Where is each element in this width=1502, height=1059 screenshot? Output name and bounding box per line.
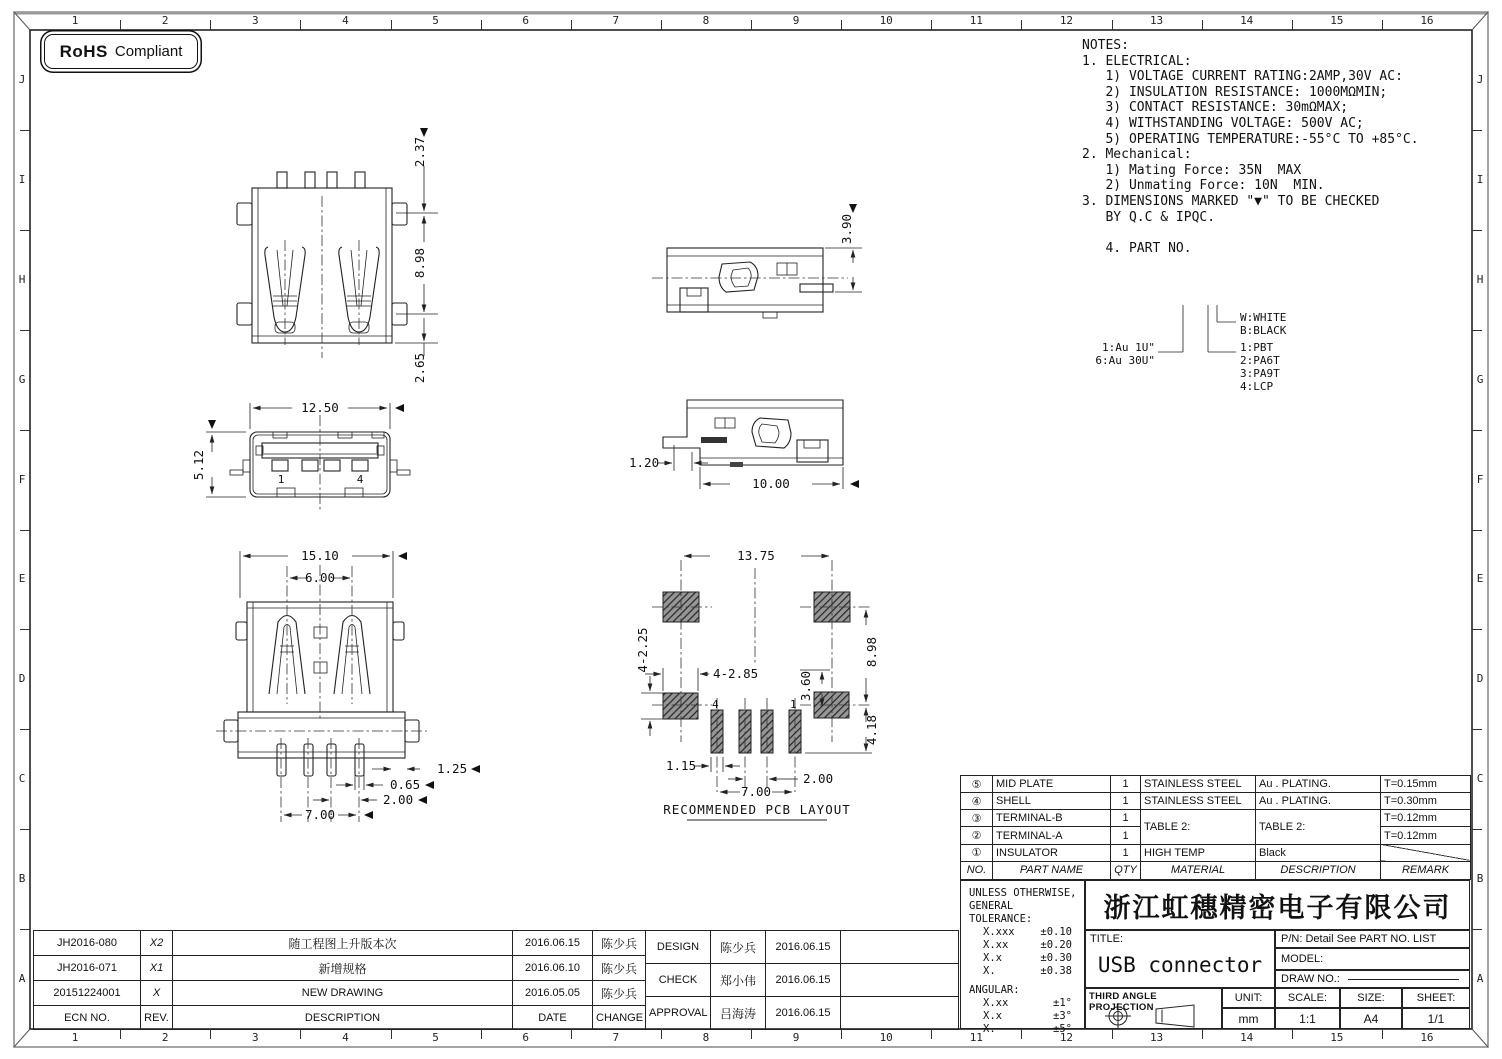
approval-role: DESIGN	[646, 931, 711, 964]
border-tick	[1472, 729, 1482, 730]
note-line: 4) WITHSTANDING VOLTAGE: 500V AC;	[1082, 115, 1364, 131]
parts-header: NO.	[961, 861, 993, 879]
border-tick	[931, 1029, 932, 1039]
part-remark: T=0.15mm	[1381, 776, 1471, 793]
spring-contact	[339, 240, 379, 345]
rev-date: 2016.06.15	[513, 931, 593, 956]
tol-val: ±0.38	[1040, 965, 1072, 977]
border-col-label: 11	[969, 14, 983, 27]
note-line: 4. PART NO.	[1082, 240, 1192, 256]
tolerance-line2: GENERAL TOLERANCE:	[969, 900, 1033, 925]
note-line: 5) OPERATING TEMPERATURE:-55°C TO +85°C.	[1082, 131, 1419, 147]
note-line: 2) INSULATION RESISTANCE: 1000MΩMIN;	[1082, 84, 1388, 100]
rev: X2	[141, 931, 173, 956]
pin-label: 4	[712, 698, 719, 711]
approval-date: 2016.06.15	[766, 997, 841, 1030]
tol-val: ±3°	[1053, 1010, 1072, 1022]
note-line: 3) CONTACT RESISTANCE: 30mΩMAX;	[1082, 100, 1349, 116]
note-line: 2. Mechanical:	[1082, 147, 1192, 163]
border-col-label: 9	[792, 1031, 800, 1044]
part-name: INSULATOR	[993, 844, 1111, 861]
border-row-label: C	[18, 772, 26, 786]
approval-blank	[841, 931, 959, 964]
border-tick	[1472, 829, 1482, 830]
tol-key: X.xx	[983, 997, 1009, 1009]
spring-arm	[334, 566, 370, 704]
view-front	[191, 400, 410, 512]
part-name: TERMINAL-B	[993, 810, 1111, 827]
approval-role: CHECK	[646, 964, 711, 997]
rev-date: 2016.06.10	[513, 956, 593, 981]
border-col-label: 14	[1240, 14, 1254, 27]
scale-label: SCALE:	[1275, 988, 1340, 1008]
dim-label: 12.50	[301, 400, 339, 415]
border-tick	[1021, 20, 1022, 30]
tol-key: X.	[983, 965, 996, 977]
tol-key: X.	[983, 1023, 996, 1035]
parts-table	[960, 775, 1471, 880]
border-col-label: 10	[879, 14, 893, 27]
border-row-label: E	[18, 572, 26, 586]
border-tick	[20, 430, 30, 431]
border-tick	[1382, 20, 1383, 30]
border-row-label: A	[1476, 972, 1484, 986]
border-col-label: 8	[702, 14, 710, 27]
border-tick	[391, 20, 392, 30]
view-pcb-layout	[635, 548, 879, 820]
tolerance-line1: UNLESS OTHERWISE,	[969, 887, 1077, 899]
dim-label: 13.75	[737, 548, 775, 563]
note-line: 1) VOLTAGE CURRENT RATING:2AMP,30V AC:	[1082, 69, 1403, 85]
part-material: HIGH TEMP	[1141, 844, 1256, 861]
pin-label: 1	[790, 698, 797, 711]
border-row-label: H	[1476, 272, 1484, 286]
border-tick	[20, 629, 30, 630]
border-row-label: C	[1476, 772, 1484, 786]
approval-date: 2016.06.15	[766, 964, 841, 997]
border-tick	[1472, 430, 1482, 431]
rev-change: 陈少兵	[593, 931, 646, 956]
dim-label: 15.10	[301, 548, 339, 563]
legend-line: W:WHITE	[1240, 311, 1287, 324]
legend-line: 1:Au 1U"	[1102, 341, 1155, 354]
note-line: BY Q.C & IPQC.	[1082, 209, 1216, 225]
border-tick	[751, 1029, 752, 1039]
border-tick	[661, 1029, 662, 1039]
border-col-label: 8	[702, 1031, 710, 1044]
part-qty: 1	[1111, 827, 1141, 844]
border-col-label: 4	[342, 1031, 349, 1044]
size-label: SIZE:	[1340, 988, 1402, 1008]
legend-line: 2:PA6T	[1240, 354, 1280, 367]
border-col-label: 1	[71, 1031, 79, 1044]
drawing-title: USB connector	[1097, 953, 1263, 977]
border-col-label: 4	[342, 14, 349, 27]
size-value: A4	[1340, 1008, 1402, 1029]
border-col-label: 7	[612, 1031, 620, 1044]
border-col-label: 9	[792, 14, 800, 27]
border-row-label: D	[1476, 672, 1484, 686]
part-qty: 1	[1111, 810, 1141, 827]
tol-key: X.xx	[983, 939, 1009, 951]
pin-label: 1	[277, 473, 285, 486]
parts-header: QTY	[1111, 861, 1141, 879]
border-tick	[1472, 330, 1482, 331]
note-line: 3. DIMENSIONS MARKED "▼" TO BE CHECKED	[1082, 193, 1380, 209]
tol-key: X.x	[983, 1010, 1002, 1022]
parts-header: PART NAME	[993, 861, 1111, 879]
dim-label: 0.65	[390, 777, 421, 792]
note-line: 2) Unmating Force: 10N MIN.	[1082, 178, 1325, 194]
projection-label: THIRD ANGLE PROJECTION	[1089, 991, 1157, 1013]
rev-change: 陈少兵	[593, 956, 646, 981]
rev: X	[141, 981, 173, 1006]
view-bottom	[216, 548, 480, 822]
dim-label: 2.00	[803, 771, 834, 786]
border-tick	[1112, 1029, 1113, 1039]
border-tick	[210, 1029, 211, 1039]
border-col-label: 2	[161, 1031, 169, 1044]
border-row-label: F	[18, 472, 26, 486]
title-label: TITLE:	[1090, 933, 1124, 945]
border-tick	[20, 729, 30, 730]
revision-table	[33, 930, 646, 1030]
border-col-label: 16	[1420, 1031, 1434, 1044]
rev-description: 随工程图上升版本次	[173, 931, 513, 956]
part-remark: T=0.12mm	[1381, 827, 1471, 844]
part-name: TERMINAL-A	[993, 827, 1111, 844]
unit-value: mm	[1222, 1008, 1275, 1029]
legend-line: 3:PA9T	[1240, 367, 1280, 380]
part-description: Black	[1256, 844, 1381, 861]
rohs-bold-text: RoHS	[59, 41, 108, 61]
border-tick	[1292, 1029, 1293, 1039]
border-tick	[300, 1029, 301, 1039]
dim-label: 8.98	[864, 636, 879, 668]
pin-label: 4	[356, 473, 364, 486]
drawno-cell	[1275, 970, 1470, 988]
rev-date: 2016.05.05	[513, 981, 593, 1006]
part-remark: T=0.12mm	[1381, 810, 1471, 827]
tol-val: ±5°	[1053, 1023, 1072, 1035]
part-qty: 1	[1111, 844, 1141, 861]
border-tick	[661, 20, 662, 30]
rev-header: DATE	[513, 1006, 593, 1030]
view-side2	[629, 400, 859, 491]
dim-label: 6.00	[304, 570, 336, 585]
rohs-rest-text: Compliant	[114, 43, 183, 60]
border-col-label: 13	[1149, 14, 1164, 27]
tol-val: ±0.30	[1040, 952, 1072, 964]
rev-header: DESCRIPTION	[173, 1006, 513, 1030]
border-tick	[841, 1029, 842, 1039]
note-line: 1) Mating Force: 35N MAX	[1082, 162, 1302, 178]
border-row-label: E	[1476, 572, 1484, 586]
dim-label: 3.90	[839, 213, 854, 245]
part-remark-slash	[1381, 844, 1471, 861]
border-row-label: B	[18, 872, 26, 886]
dim-label: 1.20	[629, 455, 660, 470]
view-side1	[652, 204, 862, 318]
ecn-no: JH2016-071	[34, 956, 141, 981]
parts-header: MATERIAL	[1141, 861, 1256, 879]
approval-name: 郑小伟	[711, 964, 766, 997]
border-col-label: 6	[522, 1031, 529, 1044]
approval-role: APPROVAL	[646, 997, 711, 1030]
ecn-no: JH2016-080	[34, 931, 141, 956]
border-col-label: 12	[1059, 1031, 1074, 1044]
company-name: 浙江虹穗精密电子有限公司	[1085, 880, 1470, 930]
scale-value: 1:1	[1275, 1008, 1340, 1029]
rev-description: 新增规格	[173, 956, 513, 981]
border-row-label: G	[1476, 372, 1484, 386]
note-line: NOTES:	[1082, 38, 1129, 53]
border-tick	[20, 530, 30, 531]
dim-label: 4.18	[864, 714, 879, 746]
border-row-label: B	[1476, 872, 1484, 886]
part-name: MID PLATE	[993, 776, 1111, 793]
legend-line: 6:Au 30U"	[1095, 354, 1155, 367]
part-material: TABLE 2:	[1141, 810, 1256, 844]
tol-val: ±0.10	[1040, 926, 1072, 938]
dim-label: 4-2.85	[713, 666, 759, 681]
rev: X1	[141, 956, 173, 981]
dim-label: 2.00	[383, 792, 414, 807]
parts-header: REMARK	[1381, 861, 1471, 879]
part-description: Au . PLATING.	[1256, 776, 1381, 793]
border-row-label: G	[18, 372, 26, 386]
part-no: ①	[961, 844, 993, 861]
border-row-label: A	[18, 972, 26, 986]
dim-label: 2.65	[412, 352, 427, 384]
border-tick	[1202, 20, 1203, 30]
angular-label: ANGULAR:	[969, 984, 1020, 996]
border-col-label: 15	[1330, 1031, 1344, 1044]
part-qty: 1	[1111, 776, 1141, 793]
border-col-label: 5	[432, 1031, 439, 1044]
dim-label: 1.25	[437, 761, 468, 776]
border-col-label: 5	[432, 14, 439, 27]
dim-label: 4-2.25	[635, 627, 650, 673]
border-tick	[1472, 130, 1482, 131]
border-row-label: D	[18, 672, 26, 686]
approval-blank	[841, 964, 959, 997]
model-cell: MODEL:	[1275, 948, 1470, 970]
border-col-label: 14	[1240, 1031, 1254, 1044]
border-tick	[931, 20, 932, 30]
border-tick	[1112, 20, 1113, 30]
approval-blank	[841, 997, 959, 1030]
border-tick	[20, 829, 30, 830]
part-description: TABLE 2:	[1256, 810, 1381, 844]
note-line: 1. ELECTRICAL:	[1082, 53, 1192, 69]
border-tick	[1292, 20, 1293, 30]
border-col-label: 7	[612, 14, 620, 27]
border-tick	[1472, 230, 1482, 231]
legend-line: 1:PBT	[1240, 341, 1274, 354]
pn-cell: P/N: Detail See PART NO. LIST	[1275, 930, 1470, 948]
dim-label: 3.60	[798, 670, 813, 702]
approval-date: 2016.06.15	[766, 931, 841, 964]
approval-table	[645, 930, 959, 1030]
border-row-label: I	[1476, 172, 1484, 186]
sheet-label: SHEET:	[1402, 988, 1470, 1008]
part-material: STAINLESS STEEL	[1141, 776, 1256, 793]
part-no: ⑤	[961, 776, 993, 793]
rev-header: CHANGE	[593, 1006, 646, 1030]
title-cell	[1085, 930, 1275, 988]
dim-label: 5.12	[191, 449, 206, 481]
partno-leaders	[1158, 305, 1236, 352]
approval-name: 陈少兵	[711, 931, 766, 964]
border-tick	[751, 20, 752, 30]
part-no: ④	[961, 793, 993, 810]
rev-header: ECN NO.	[34, 1006, 141, 1030]
border-tick	[300, 20, 301, 30]
border-col-label: 16	[1420, 14, 1434, 27]
border-col-label: 6	[522, 14, 529, 27]
border-tick	[1472, 530, 1482, 531]
drawno-label: DRAW NO.:	[1281, 973, 1340, 985]
legend-line: B:BLACK	[1240, 324, 1287, 337]
border-tick	[571, 20, 572, 30]
border-col-label: 1	[71, 14, 79, 27]
dim-label: 2.37	[412, 136, 427, 168]
approval-name: 吕海涛	[711, 997, 766, 1030]
border-row-label: I	[18, 172, 26, 186]
border-tick	[120, 1029, 121, 1039]
tol-val: ±0.20	[1040, 939, 1072, 951]
border-tick	[391, 1029, 392, 1039]
rev-header: REV.	[141, 1006, 173, 1030]
drawno-blank-line	[1348, 979, 1459, 980]
rev-description: NEW DRAWING	[173, 981, 513, 1006]
border-tick	[481, 1029, 482, 1039]
border-tick	[210, 20, 211, 30]
border-tick	[1202, 1029, 1203, 1039]
border-col-label: 2	[161, 14, 169, 27]
part-description: Au . PLATING.	[1256, 793, 1381, 810]
view-top	[237, 128, 438, 383]
border-row-label: F	[1476, 472, 1484, 486]
border-col-label: 15	[1330, 14, 1344, 27]
border-tick	[20, 130, 30, 131]
border-col-label: 11	[969, 1031, 983, 1044]
part-material: STAINLESS STEEL	[1141, 793, 1256, 810]
dim-label: 1.15	[666, 758, 697, 773]
border-col-label: 3	[252, 1031, 259, 1044]
part-no: ③	[961, 810, 993, 827]
border-tick	[20, 330, 30, 331]
border-tick	[1472, 629, 1482, 630]
rev-change: 陈少兵	[593, 981, 646, 1006]
dim-label: 8.98	[412, 247, 427, 279]
border-tick	[20, 929, 30, 930]
part-no: ②	[961, 827, 993, 844]
border-tick	[841, 20, 842, 30]
border-tick	[571, 1029, 572, 1039]
border-col-label: 10	[879, 1031, 893, 1044]
third-angle-projection-symbol	[1086, 1003, 1221, 1029]
projection-cell	[1085, 988, 1222, 1029]
legend-line: 4:LCP	[1240, 380, 1274, 393]
border-row-label: J	[18, 72, 26, 86]
dim-label: 7.00	[304, 807, 336, 822]
pcb-caption: RECOMMENDED PCB LAYOUT	[663, 802, 851, 817]
tol-key: X.xxx	[983, 926, 1015, 938]
border-col-label: 13	[1149, 1031, 1164, 1044]
border-row-label: H	[18, 272, 26, 286]
spring-arm	[269, 566, 305, 704]
part-qty: 1	[1111, 793, 1141, 810]
border-tick	[20, 230, 30, 231]
ecn-no: 20151224001	[34, 981, 141, 1006]
unit-label: UNIT:	[1222, 988, 1275, 1008]
parts-header: DESCRIPTION	[1256, 861, 1381, 879]
border-col-label: 3	[252, 14, 259, 27]
tol-key: X.x	[983, 952, 1002, 964]
dim-label: 7.00	[740, 784, 772, 799]
border-tick	[1382, 1029, 1383, 1039]
dim-label: 10.00	[752, 476, 790, 491]
spring-contact	[265, 240, 305, 345]
sheet-value: 1/1	[1402, 1008, 1470, 1029]
border-tick	[481, 20, 482, 30]
tol-val: ±1°	[1053, 997, 1072, 1009]
part-name: SHELL	[993, 793, 1111, 810]
border-col-label: 12	[1059, 14, 1074, 27]
border-row-label: J	[1476, 72, 1484, 86]
border-tick	[120, 20, 121, 30]
border-tick	[1021, 1029, 1022, 1039]
tolerance-block	[960, 880, 1085, 1035]
part-remark: T=0.30mm	[1381, 793, 1471, 810]
border-tick	[1472, 929, 1482, 930]
